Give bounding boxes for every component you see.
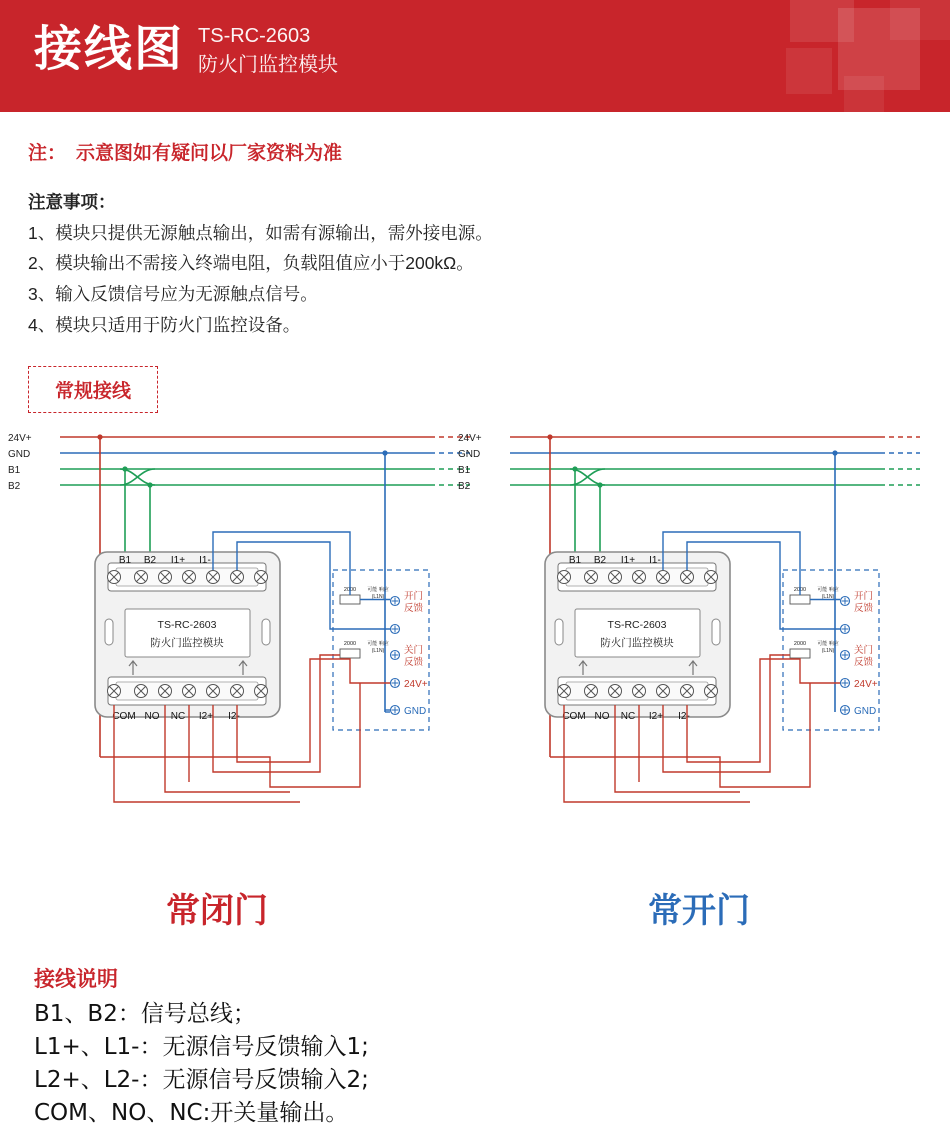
svg-text:I2+: I2+ <box>648 711 664 723</box>
svg-text:开门: 开门 <box>404 591 424 603</box>
svg-text:2000: 2000 <box>343 641 357 648</box>
diagram-captions <box>0 883 950 953</box>
svg-text:I2-: I2- <box>678 711 690 723</box>
svg-text:(L1N): (L1N) <box>821 648 835 655</box>
svg-text:关门: 关门 <box>854 645 874 657</box>
page-title: 接线图 <box>34 21 185 77</box>
svg-text:(L1N): (L1N) <box>371 594 385 601</box>
svg-text:I2+: I2+ <box>198 711 214 723</box>
svg-text:关门: 关门 <box>404 645 424 657</box>
svg-text:NO: NO <box>144 711 160 723</box>
svg-text:GND: GND <box>404 706 427 718</box>
svg-text:B1: B1 <box>568 555 582 567</box>
decorative-square <box>786 48 832 94</box>
svg-text:可能 响应: 可能 响应 <box>367 641 389 648</box>
legend-line: B1、B2：信号总线； <box>34 1001 256 1028</box>
svg-text:I1-: I1- <box>199 555 211 567</box>
svg-text:NC: NC <box>170 711 186 723</box>
caution-item: 1、模块只提供无源触点输出，如需有源输出，需外接电源。 <box>28 222 493 243</box>
svg-text:B2: B2 <box>143 555 157 567</box>
svg-text:I1-: I1- <box>649 555 661 567</box>
section-tag-standard-wiring: 常规接线 <box>28 366 158 413</box>
svg-text:2000: 2000 <box>793 641 807 648</box>
svg-text:NO: NO <box>594 711 610 723</box>
legend-title: 接线说明 <box>34 967 118 992</box>
svg-text:24V+: 24V+ <box>404 679 428 691</box>
svg-text:可能 响应: 可能 响应 <box>817 587 839 594</box>
svg-text:24V+: 24V+ <box>458 433 482 445</box>
svg-text:(L1N): (L1N) <box>821 594 835 601</box>
wiring-diagram <box>0 427 950 877</box>
svg-text:可能 响应: 可能 响应 <box>367 587 389 594</box>
svg-text:防火门监控模块: 防火门监控模块 <box>600 637 674 650</box>
svg-text:反馈: 反馈 <box>854 603 874 615</box>
caption-normally-closed-door: 常闭门 <box>166 891 268 932</box>
svg-text:B2: B2 <box>593 555 607 567</box>
page-header <box>0 0 950 112</box>
disclaimer-text: 示意图如有疑问以厂家资料为准 <box>76 143 343 164</box>
svg-text:可能 响应: 可能 响应 <box>817 641 839 648</box>
svg-text:NC: NC <box>620 711 636 723</box>
svg-text:防火门监控模块: 防火门监控模块 <box>150 637 224 650</box>
caution-item: 4、模块只适用于防火门监控设备。 <box>28 314 301 335</box>
svg-text:GND: GND <box>458 449 481 461</box>
svg-text:TS-RC-2603: TS-RC-2603 <box>157 619 217 632</box>
svg-text:24V+: 24V+ <box>8 433 32 445</box>
cautions-block <box>28 187 950 340</box>
svg-text:I1+: I1+ <box>620 555 636 567</box>
legend-line: L2+、L2-：无源信号反馈输入2; <box>34 1067 369 1094</box>
svg-text:2000: 2000 <box>793 587 807 594</box>
svg-text:24V+: 24V+ <box>854 679 878 691</box>
product-name: 防火门监控模块 <box>198 54 339 76</box>
model-number: TS-RC-2603 <box>198 25 311 47</box>
svg-text:B1: B1 <box>458 465 471 477</box>
decorative-square <box>844 76 884 112</box>
decorative-square <box>890 0 950 40</box>
svg-text:反馈: 反馈 <box>404 603 424 615</box>
svg-text:COM: COM <box>112 711 136 723</box>
caution-item: 2、模块输出不需接入终端电阻，负载阻值应小于200kΩ。 <box>28 253 474 274</box>
svg-text:B2: B2 <box>458 481 471 493</box>
svg-text:反馈: 反馈 <box>854 657 874 669</box>
svg-text:TS-RC-2603: TS-RC-2603 <box>607 619 667 632</box>
svg-text:GND: GND <box>854 706 877 718</box>
svg-text:2000: 2000 <box>343 587 357 594</box>
svg-text:I2-: I2- <box>228 711 240 723</box>
svg-text:B2: B2 <box>8 481 21 493</box>
svg-text:I1+: I1+ <box>170 555 186 567</box>
svg-text:反馈: 反馈 <box>404 657 424 669</box>
svg-text:B1: B1 <box>8 465 21 477</box>
svg-text:GND: GND <box>8 449 31 461</box>
caption-normally-open-door: 常开门 <box>648 891 750 932</box>
legend-line: L1+、L1-：无源信号反馈输入1; <box>34 1034 369 1061</box>
cautions-title: 注意事项： <box>28 192 116 212</box>
caution-item: 3、输入反馈信号应为无源触点信号。 <box>28 283 318 304</box>
svg-text:开门: 开门 <box>854 591 874 603</box>
disclaimer-note <box>28 138 950 165</box>
svg-text:(L1N): (L1N) <box>371 648 385 655</box>
svg-text:B1: B1 <box>118 555 132 567</box>
wiring-legend <box>34 963 950 1129</box>
svg-text:COM: COM <box>562 711 586 723</box>
legend-line: COM、NO、NC:开关量输出。 <box>34 1100 349 1127</box>
disclaimer-label: 注： <box>28 143 67 164</box>
